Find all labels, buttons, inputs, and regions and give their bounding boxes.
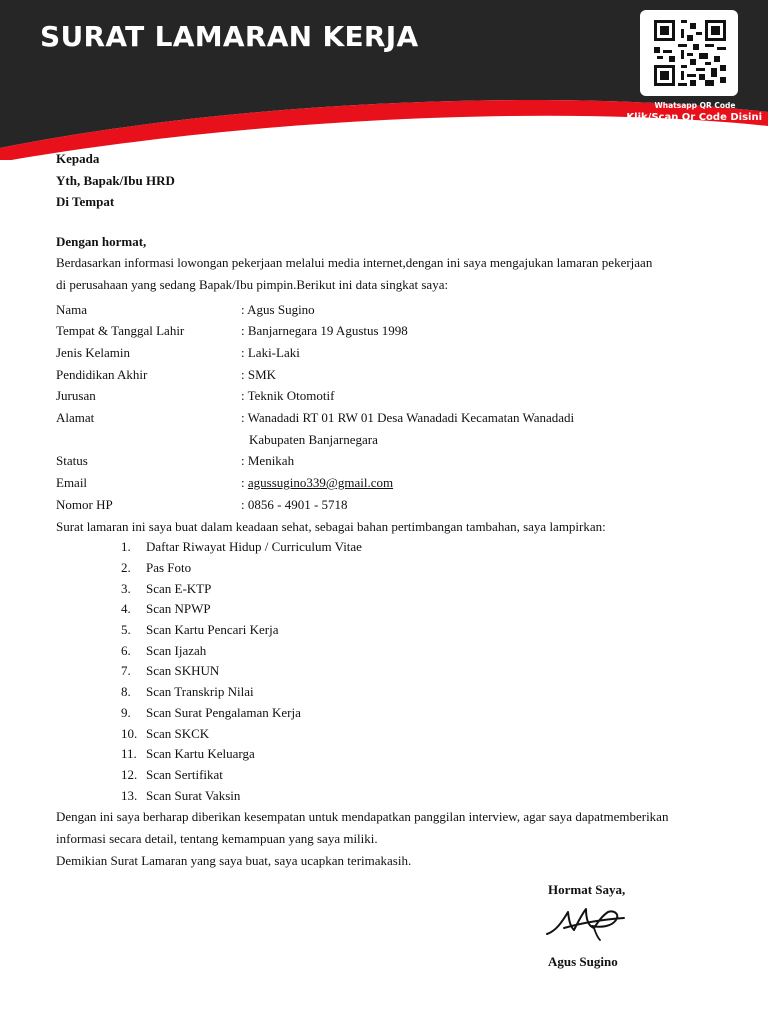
personal-row-address	[56, 407, 736, 429]
personal-data	[56, 299, 736, 516]
signature-closing: Hormat Saya,	[548, 882, 626, 897]
field-value: : Wanadadi RT 01 RW 01 Desa Wanadadi Kecamatan Wanadadi	[241, 410, 575, 426]
list-number: 12.	[121, 766, 138, 782]
field-value: : 0856 - 4901 - 5718	[241, 496, 348, 512]
closing-line-3: Demikian Surat Lamaran yang saya buat, saya ucapkan terimakasih.	[56, 852, 412, 868]
list-text: Scan Surat Pengalaman Kerja	[146, 704, 301, 720]
recipient-line-2: Yth, Bapak/Ibu HRD	[56, 172, 175, 188]
list-text: Scan Kartu Keluarga	[146, 746, 255, 762]
recipient-line-1: Kepada	[56, 151, 100, 166]
field-label: Nama	[56, 301, 88, 317]
list-number: 5.	[121, 622, 131, 637]
list-item	[121, 765, 736, 786]
qr-caption: Whatsapp QR Code	[654, 101, 736, 110]
list-number: 2.	[121, 559, 131, 575]
handwritten-signature	[544, 904, 628, 946]
address-continuation: Kabupaten Banjarnegara	[249, 431, 378, 447]
whatsapp-qr-code[interactable]	[640, 10, 738, 96]
field-label: Nomor HP	[56, 496, 113, 512]
list-text: Scan Transkrip Nilai	[146, 684, 254, 700]
list-item	[121, 620, 736, 641]
personal-row-name	[56, 299, 736, 321]
intro-line-2: di perusahaan yang sedang Bapak/Ibu pimpin.Berikut ini data singkat saya:	[56, 276, 449, 292]
list-number: 6.	[121, 642, 131, 658]
field-label: Alamat	[56, 410, 95, 426]
list-text: Scan NPWP	[146, 601, 211, 617]
list-item	[121, 558, 736, 579]
personal-row-phone	[56, 494, 736, 516]
list-item	[121, 724, 736, 745]
list-text: Scan SKHUN	[146, 663, 220, 679]
list-number: 8.	[121, 684, 131, 700]
personal-row-email	[56, 472, 736, 494]
personal-row-gender	[56, 342, 736, 364]
email-prefix: :	[241, 475, 248, 491]
letter-body	[56, 148, 736, 871]
email-link[interactable]: agussugino339@gmail.com	[247, 475, 394, 491]
intro-line-1: Berdasarkan informasi lowongan pekerjaan melalui media internet,dengan ini saya mengajukan lamaran pekerjaan	[56, 255, 653, 271]
list-item	[121, 744, 736, 765]
list-item	[121, 661, 736, 682]
list-item	[121, 786, 736, 807]
attachments-list	[56, 537, 736, 806]
list-number: 3.	[121, 580, 131, 596]
list-item	[121, 703, 736, 724]
personal-row-status	[56, 450, 736, 472]
qr-scan-hint: Klik/Scan Qr Code Disini	[626, 112, 762, 123]
field-label: Jurusan	[56, 388, 96, 404]
personal-row-birth	[56, 320, 736, 342]
list-item	[121, 641, 736, 662]
list-number: 1.	[121, 539, 131, 555]
field-value: : Teknik Otomotif	[241, 388, 335, 404]
list-item	[121, 537, 736, 558]
field-label: Email	[56, 475, 88, 491]
list-text: Scan Sertifikat	[146, 766, 223, 782]
field-label: Status	[56, 453, 88, 469]
field-label: Jenis Kelamin	[56, 344, 131, 360]
personal-row-major	[56, 385, 736, 407]
field-value: : Laki-Laki	[241, 344, 300, 360]
list-text: Scan E-KTP	[146, 580, 212, 596]
greeting: Dengan hormat,	[56, 233, 147, 249]
list-text: Scan SKCK	[146, 725, 210, 741]
list-number: 13.	[121, 787, 138, 803]
list-item	[121, 682, 736, 703]
list-text: Scan Surat Vaksin	[146, 787, 241, 803]
field-value: : SMK	[241, 366, 277, 382]
closing-line-1: Dengan ini saya berharap diberikan kesempatan untuk mendapatkan panggilan interview, agar saya dapatmemberikan	[56, 809, 669, 825]
list-text: Scan Kartu Pencari Kerja	[146, 622, 279, 637]
field-label: Pendidikan Akhir	[56, 366, 148, 382]
closing-line-2: informasi secara detail, tentang kemampuan yang saya miliki.	[56, 830, 378, 846]
list-item	[121, 599, 736, 620]
list-text: Pas Foto	[146, 559, 192, 575]
list-number: 10.	[121, 725, 138, 741]
list-number: 11.	[121, 746, 137, 762]
field-label: Tempat & Tanggal Lahir	[56, 323, 185, 339]
list-number: 7.	[121, 663, 131, 679]
field-value: : Menikah	[241, 453, 295, 469]
list-number: 4.	[121, 601, 131, 617]
field-value: : Agus Sugino	[241, 301, 315, 317]
list-number: 9.	[121, 704, 131, 720]
field-value: : Banjarnegara 19 Agustus 1998	[241, 323, 408, 339]
recipient-line-3: Di Tempat	[56, 194, 115, 210]
signer-name: Agus Sugino	[548, 954, 618, 969]
list-text: Scan Ijazah	[146, 642, 207, 658]
page-title: SURAT LAMARAN KERJA	[40, 20, 419, 53]
attachments-intro: Surat lamaran ini saya buat dalam keadaan sehat, sebagai bahan pertimbangan tambahan, saya lampirkan:	[56, 518, 606, 534]
personal-row-education	[56, 364, 736, 386]
list-text: Daftar Riwayat Hidup / Curriculum Vitae	[146, 539, 362, 555]
qr-code-icon	[654, 20, 726, 86]
list-item	[121, 579, 736, 600]
